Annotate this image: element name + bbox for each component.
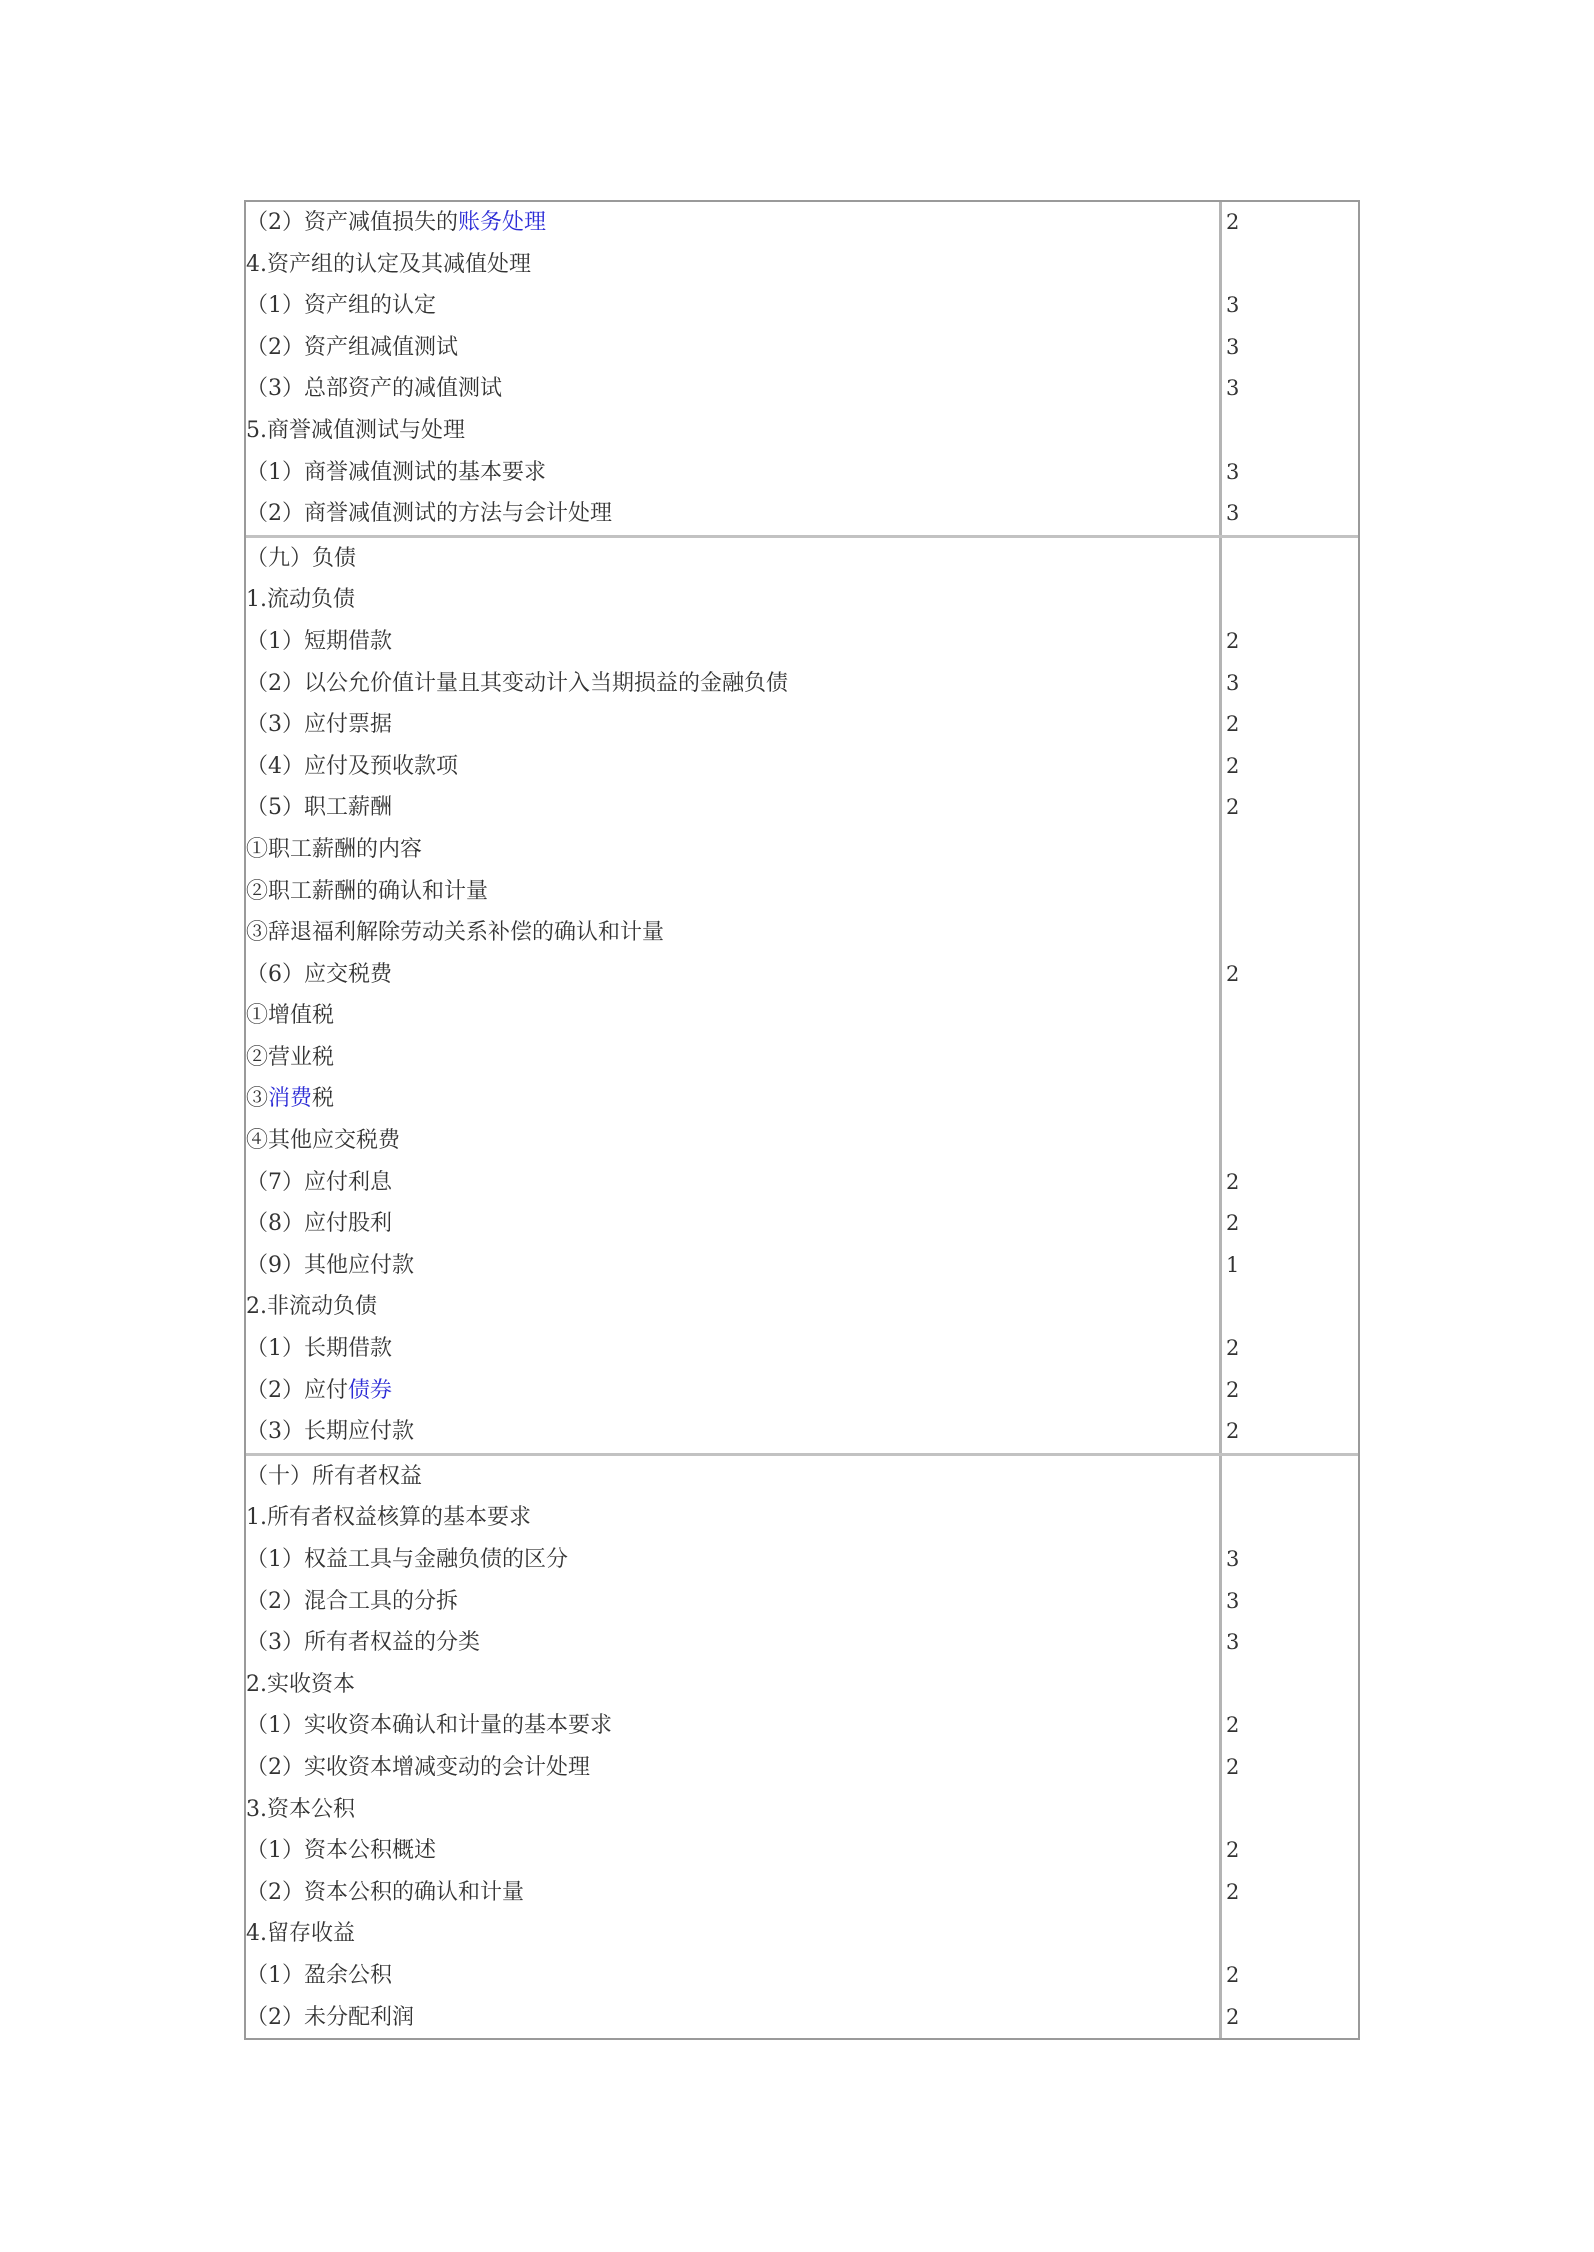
item-text: （5）职工薪酬	[246, 795, 392, 821]
level-value	[1222, 1913, 1358, 1955]
level-value	[1222, 1078, 1358, 1120]
level-value	[1222, 1120, 1358, 1162]
item-text: （2）商誉减值测试的方法与会计处理	[246, 501, 612, 527]
table-row	[246, 1997, 1219, 2039]
item-text: 1.流动负债	[246, 587, 355, 613]
table-row	[246, 1245, 1219, 1287]
term-link[interactable]: 账务处理	[458, 210, 547, 235]
table-row	[246, 746, 1219, 788]
item-text: （1）资本公积概述	[246, 1838, 436, 1864]
level-value: 2	[1226, 1879, 1240, 1904]
level-value: 3	[1226, 1588, 1240, 1613]
level-value: 2	[1226, 1419, 1240, 1444]
item-text: ②营业税	[246, 1044, 335, 1070]
table-row	[246, 1705, 1219, 1747]
table-row	[246, 1539, 1219, 1581]
table-row	[246, 1622, 1219, 1664]
table-row	[246, 1497, 1219, 1539]
level-column	[1222, 1456, 1358, 2038]
item-text: （3）总部资产的减值测试	[246, 376, 502, 402]
table-row	[246, 368, 1219, 410]
item-text: 5.商誉减值测试与处理	[246, 417, 465, 443]
table-row	[246, 452, 1219, 494]
item-text: （1）盈余公积	[246, 1962, 392, 1988]
level-value	[1222, 579, 1358, 621]
level-value: 2	[1226, 1169, 1240, 1194]
item-text: （3）长期应付款	[246, 1419, 414, 1445]
level-value	[1222, 1497, 1358, 1539]
level-value	[1222, 995, 1358, 1037]
table-row	[246, 787, 1219, 829]
table-section	[246, 202, 1358, 535]
level-value	[1222, 1456, 1358, 1498]
level-value: 3	[1226, 459, 1240, 484]
level-value	[1222, 244, 1358, 286]
level-value: 3	[1226, 1547, 1240, 1571]
item-text: 税	[312, 1086, 335, 1112]
item-column	[246, 1456, 1222, 2038]
item-text: ①增值税	[246, 1003, 335, 1029]
level-value	[1222, 871, 1358, 913]
item-text: 4.资产组的认定及其减值处理	[246, 251, 531, 277]
table-row	[246, 995, 1219, 1037]
item-text: （7）应付利息	[246, 1169, 392, 1195]
level-value	[1222, 1789, 1358, 1831]
table-row	[246, 621, 1219, 663]
table-row	[246, 1370, 1219, 1412]
table-row	[246, 1872, 1219, 1914]
level-value: 3	[1226, 1630, 1240, 1655]
level-column	[1222, 202, 1358, 535]
level-value	[1222, 1286, 1358, 1328]
level-value: 3	[1226, 293, 1240, 318]
table-row	[246, 493, 1219, 535]
item-text: （1）商誉减值测试的基本要求	[246, 459, 546, 485]
item-text: 2.实收资本	[246, 1671, 355, 1697]
item-text: （1）长期借款	[246, 1336, 392, 1362]
table-row	[246, 1328, 1219, 1370]
item-text: （2）资产组减值测试	[246, 334, 458, 360]
table-row	[246, 1162, 1219, 1204]
table-row	[246, 1120, 1219, 1162]
table-row	[246, 1456, 1219, 1498]
table-row	[246, 829, 1219, 871]
level-value	[1222, 410, 1358, 452]
level-value	[1222, 538, 1358, 580]
level-column	[1222, 538, 1358, 1453]
table-row	[246, 1286, 1219, 1328]
table-row	[246, 410, 1219, 452]
table-row	[246, 1664, 1219, 1706]
level-value: 3	[1226, 501, 1240, 526]
item-text: （2）以公允价值计量且其变动计入当期损益的金融负债	[246, 670, 788, 696]
item-text: （4）应付及预收款项	[246, 753, 458, 779]
table-section	[246, 1453, 1358, 2038]
level-value	[1222, 912, 1358, 954]
table-row	[246, 327, 1219, 369]
table-row	[246, 1078, 1219, 1120]
level-value: 1	[1226, 1252, 1240, 1277]
item-text: ②职工薪酬的确认和计量	[246, 878, 489, 904]
level-value: 2	[1226, 961, 1240, 986]
item-text: （8）应付股利	[246, 1211, 392, 1237]
table-row	[246, 1913, 1219, 1955]
item-text: （2）实收资本增减变动的会计处理	[246, 1754, 590, 1780]
item-text: （2）混合工具的分拆	[246, 1588, 458, 1614]
level-value: 3	[1226, 334, 1240, 359]
table-row	[246, 871, 1219, 913]
item-text: （2）资产减值损失的	[246, 210, 458, 235]
item-text: 3.资本公积	[246, 1796, 355, 1822]
item-text: （9）其他应付款	[246, 1252, 414, 1278]
item-text: ③	[246, 1086, 269, 1112]
level-value: 3	[1226, 670, 1240, 695]
item-text: ①职工薪酬的内容	[246, 836, 423, 862]
item-column	[246, 538, 1222, 1453]
item-text: （1）权益工具与金融负债的区分	[246, 1547, 568, 1572]
level-value: 2	[1226, 1377, 1240, 1402]
table-row	[246, 912, 1219, 954]
table-row	[246, 1830, 1219, 1872]
table-section	[246, 535, 1358, 1453]
table-row	[246, 663, 1219, 705]
table-row	[246, 202, 1219, 244]
item-text: （2）资本公积的确认和计量	[246, 1879, 524, 1905]
table-row	[246, 244, 1219, 286]
level-value: 2	[1226, 210, 1240, 234]
item-text: （九）负债	[246, 545, 357, 571]
level-value: 2	[1226, 1838, 1240, 1863]
level-value	[1222, 1664, 1358, 1706]
level-value: 3	[1226, 376, 1240, 401]
level-value: 2	[1226, 795, 1240, 820]
table-row	[246, 538, 1219, 580]
item-column	[246, 202, 1222, 535]
table-row	[246, 1955, 1219, 1997]
term-link[interactable]: 消费	[268, 1086, 313, 1112]
level-value	[1222, 829, 1358, 871]
table-row	[246, 1581, 1219, 1623]
level-value: 2	[1226, 1962, 1240, 1987]
level-value: 2	[1226, 753, 1240, 778]
table-row	[246, 1789, 1219, 1831]
level-value: 2	[1226, 628, 1240, 653]
item-text: （十）所有者权益	[246, 1463, 423, 1489]
item-text: 1.所有者权益核算的基本要求	[246, 1505, 531, 1531]
table-row	[246, 285, 1219, 327]
level-value: 2	[1226, 1754, 1240, 1779]
term-link[interactable]: 债券	[348, 1377, 393, 1403]
level-value: 2	[1226, 1336, 1240, 1361]
item-text: （3）应付票据	[246, 712, 392, 738]
table-row	[246, 1747, 1219, 1789]
item-text: 2.非流动负债	[246, 1294, 377, 1320]
table-row	[246, 579, 1219, 621]
table-row	[246, 704, 1219, 746]
table-row	[246, 1037, 1219, 1079]
item-text: （3）所有者权益的分类	[246, 1630, 480, 1656]
item-text: ④其他应交税费	[246, 1128, 401, 1154]
item-text: ③辞退福利解除劳动关系补偿的确认和计量	[246, 920, 665, 946]
level-value: 2	[1226, 1713, 1240, 1738]
table-row	[246, 1203, 1219, 1245]
table-row	[246, 1411, 1219, 1453]
table-row	[246, 954, 1219, 996]
item-text: （2）应付	[246, 1377, 348, 1403]
item-text: （2）未分配利润	[246, 2004, 414, 2030]
item-text: 4.留存收益	[246, 1921, 355, 1947]
item-text: （6）应交税费	[246, 961, 392, 987]
item-text: （1）实收资本确认和计量的基本要求	[246, 1713, 612, 1739]
level-value: 2	[1226, 712, 1240, 737]
level-value: 2	[1226, 2004, 1240, 2029]
item-text: （1）短期借款	[246, 628, 392, 654]
syllabus-table	[244, 200, 1360, 2040]
level-value	[1222, 1037, 1358, 1079]
level-value: 2	[1226, 1211, 1240, 1236]
item-text: （1）资产组的认定	[246, 293, 436, 319]
